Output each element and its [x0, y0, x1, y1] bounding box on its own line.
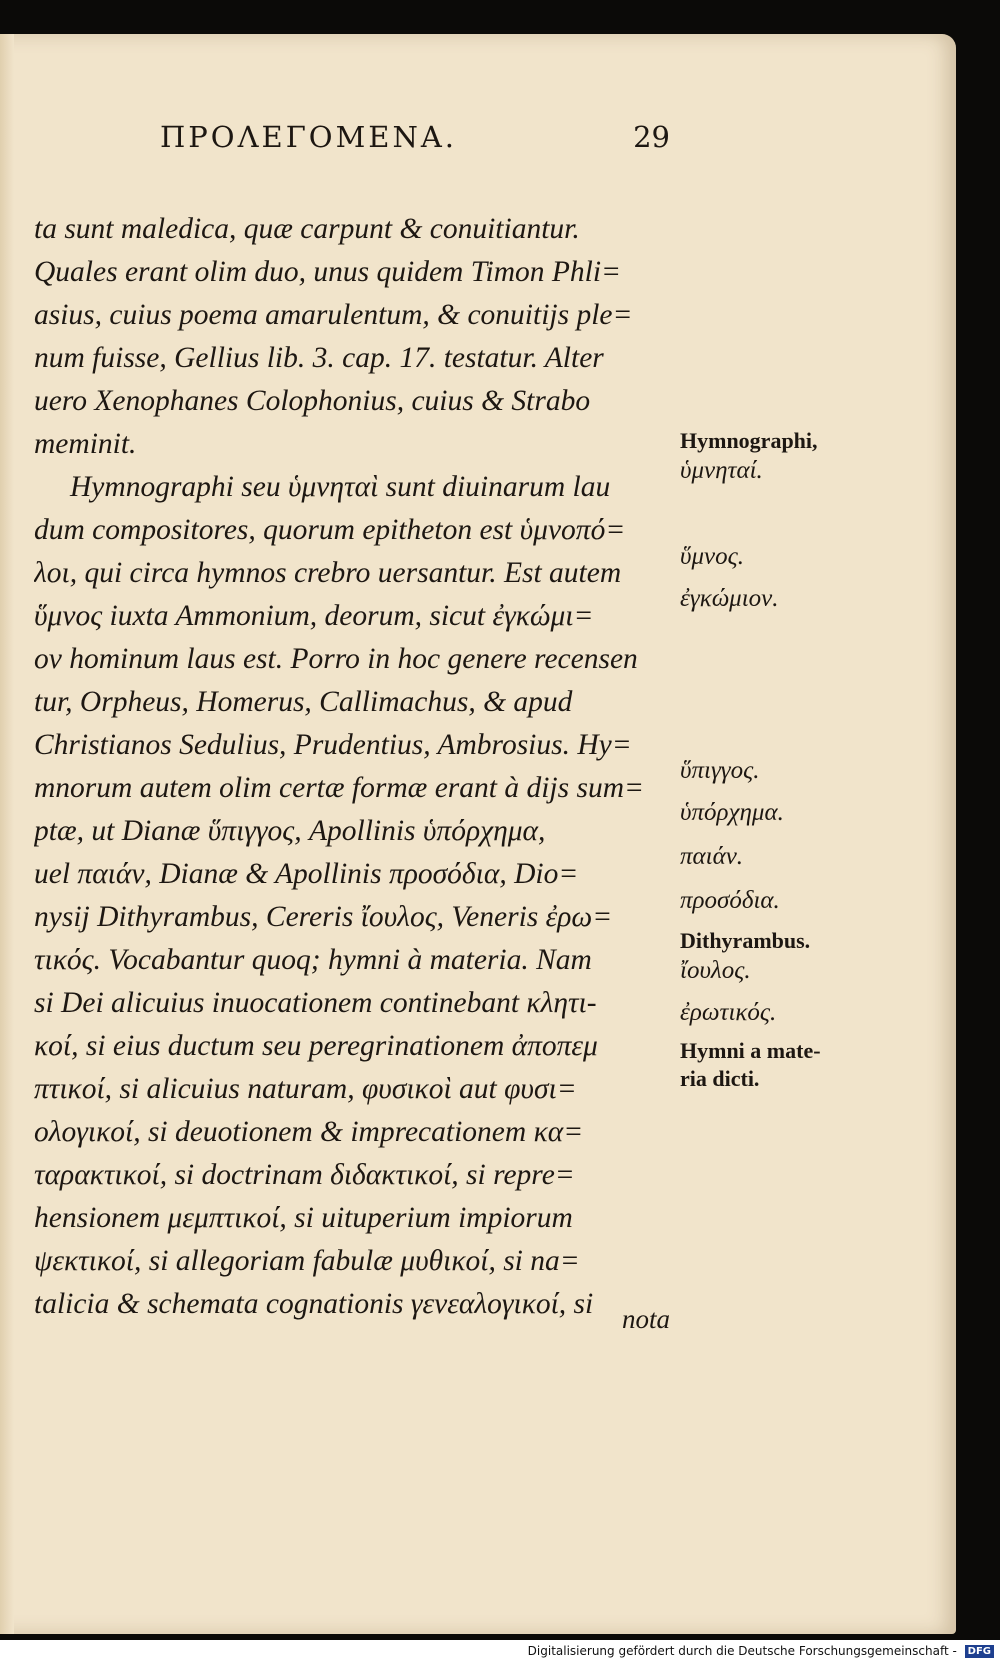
text-line: Christianos Sedulius, Prudentius, Ambrosius. Hy= — [34, 729, 632, 761]
text-line: hensionem μεμπτικοί, si uituperium impiorum — [34, 1202, 573, 1234]
text-line: tur, Orpheus, Homerus, Callimachus, & apud — [34, 686, 573, 718]
text-line: uero Xenophanes Colophonius, cuius & Strabo — [34, 385, 591, 417]
text-line: ον hominum laus est. Porro in hoc genere recensen — [34, 643, 638, 675]
book-page — [0, 34, 956, 1634]
page-number: 29 — [633, 120, 670, 154]
margin-note-hymnographi: Hymnographi, — [680, 428, 818, 453]
text-line: λοι, qui circa hymnos crebro uersantur. Est autem — [34, 557, 622, 589]
text-line: ψεκτικοί, si allegoriam fabulæ μυθικοί, si na= — [34, 1245, 580, 1277]
text-line: ptæ, ut Dianæ ὕπιγγος, Apollinis ὑπόρχημα, — [34, 815, 546, 847]
margin-note-hymni-materia: Hymni a mate- — [680, 1038, 821, 1063]
text-line: ta sunt maledica, quæ carpunt & conuitiantur. — [34, 213, 580, 245]
margin-note-hymnetai: ὑμνηταί. — [680, 457, 763, 484]
digitization-credit — [528, 1644, 994, 1658]
text-line: meminit. — [34, 428, 137, 460]
margin-note-paian: παιάν. — [680, 843, 744, 870]
text-line: mnorum autem olim certæ formæ erant à dijs sum= — [34, 772, 644, 804]
text-line: si Dei alicuius inuocationem continebant κλητι- — [34, 987, 597, 1019]
margin-note-dithyrambus: Dithyrambus. — [680, 928, 811, 953]
margin-note-prosodia: προσόδια. — [680, 887, 780, 914]
text-line: κοί, si eius ductum seu peregrinationem ἀποπεμ — [34, 1030, 598, 1062]
running-head: ΠΡΟΛΕΓΟΜΕΝΑ. — [160, 120, 457, 154]
dfg-logo: DFG — [965, 1645, 994, 1658]
margin-note-ioulos: ἴουλος. — [680, 957, 751, 984]
margin-note-hypingos: ὕπιγγος. — [680, 757, 760, 784]
margin-note-hymnos: ὕμνος. — [680, 543, 745, 570]
paragraph-start-line: Hymnographi seu ὑμνηταὶ sunt diuinarum lau — [70, 471, 611, 503]
margin-note-enkomion: ἐγκώμιον. — [680, 585, 779, 612]
text-line: nysij Dithyrambus, Cereris ἴουλος, Veneris ἐρω= — [34, 901, 613, 933]
text-line: uel παιάν, Dianæ & Apollinis προσόδια, Dio= — [34, 858, 579, 890]
margin-note-ria-dicti: ria dicti. — [680, 1066, 760, 1091]
text-line: πτικοί, si alicuius naturam, φυσικοὶ aut φυσι= — [34, 1073, 577, 1105]
catchword: nota — [621, 1304, 670, 1334]
margin-note-erotikos: ἐρωτικός. — [680, 999, 777, 1026]
text-line: ολογικοί, si deuotionem & imprecationem κα= — [34, 1116, 584, 1148]
main-text-block — [34, 208, 674, 1326]
text-line: asius, cuius poema amarulentum, & conuitijs ple= — [34, 299, 633, 331]
text-line: ὕμνος iuxta Ammonium, deorum, sicut ἐγκώμι= — [34, 600, 594, 632]
text-line: talicia & schemata cognationis γενεαλογικοί, si — [34, 1288, 594, 1320]
margin-note-hyporchema: ὑπόρχημα. — [680, 799, 784, 826]
credit-text: Digitalisierung gefördert durch die Deutsche Forschungsgemeinschaft - — [527, 1644, 957, 1658]
text-line: τικός. Vocabantur quoq; hymni à materia. Nam — [34, 944, 592, 976]
text-line: num fuisse, Gellius lib. 3. cap. 17. testatur. Alter — [34, 342, 604, 374]
text-line: dum compositores, quorum epitheton est ὑμνοπό= — [34, 514, 626, 546]
text-line: Quales erant olim duo, unus quidem Timon Phli= — [34, 256, 621, 288]
text-line: ταρακτικοί, si doctrinam διδακτικοί, si repre= — [34, 1159, 575, 1191]
